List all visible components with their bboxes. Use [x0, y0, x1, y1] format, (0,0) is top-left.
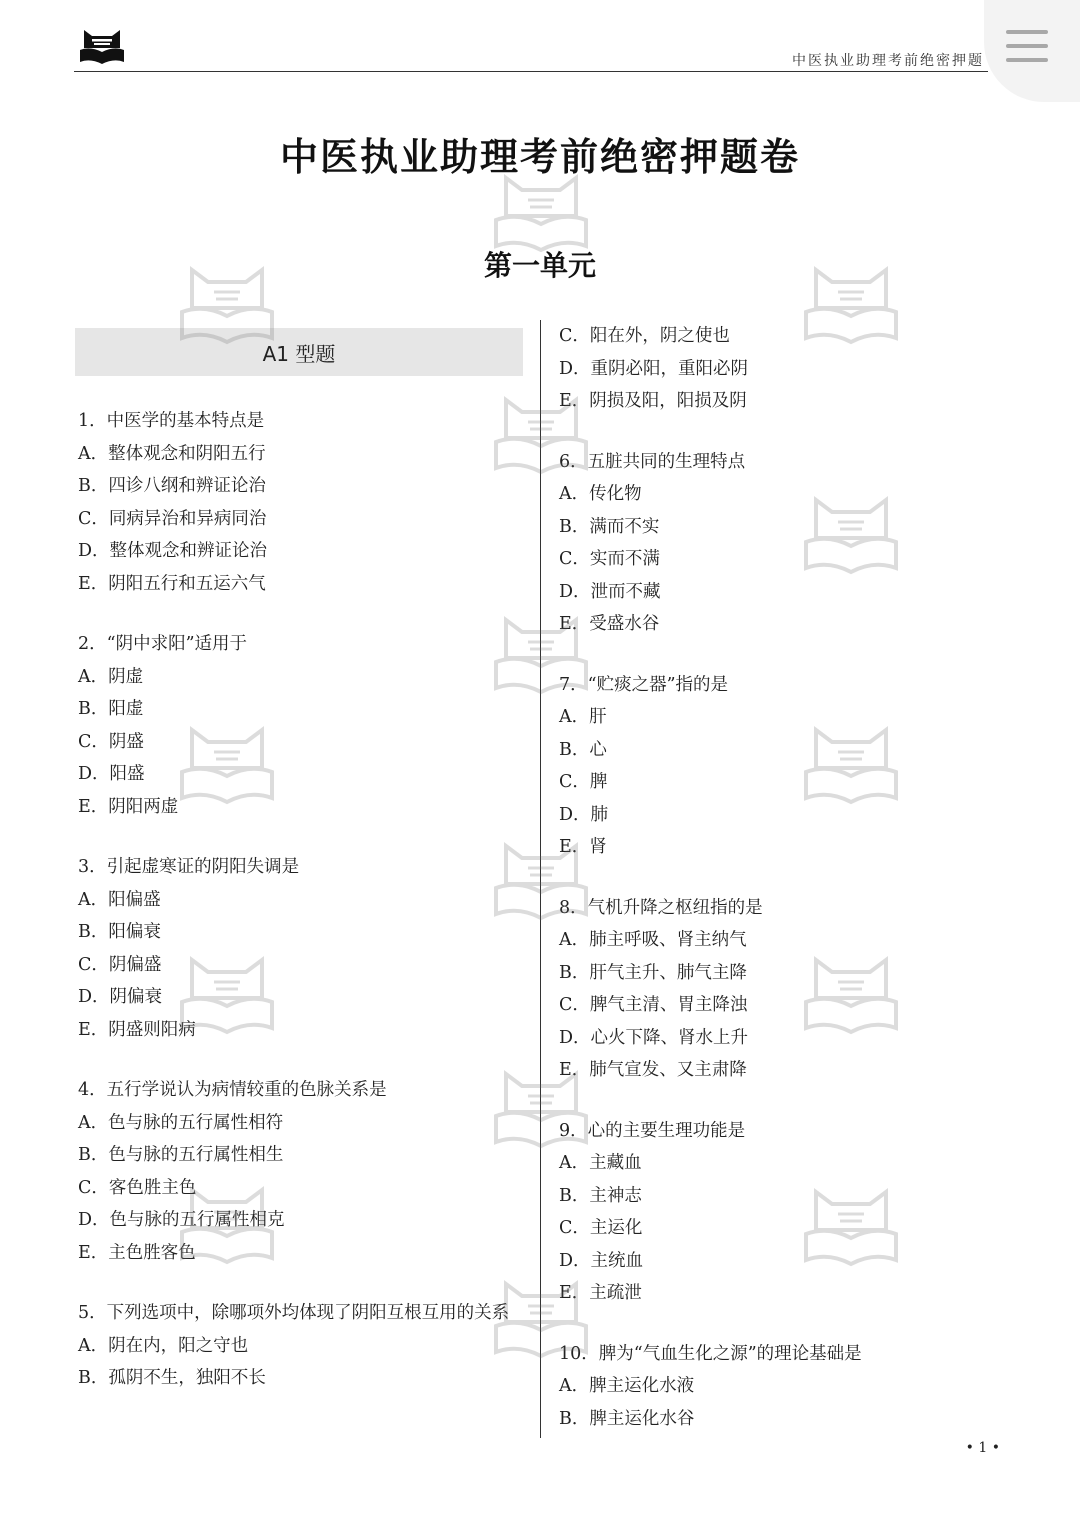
- option-e: E．主疏泄: [559, 1283, 642, 1303]
- option-e: E．肾: [559, 837, 607, 857]
- option-e: E．阴阳两虚: [78, 796, 179, 817]
- option-b: B．脾主运化水谷: [559, 1408, 695, 1429]
- question-7: [559, 669, 999, 864]
- document-title: 中医执业助理考前绝密押题卷: [279, 134, 800, 179]
- option-a: A．整体观念和阴阳五行: [78, 443, 266, 464]
- option-e: E．阴阳五行和五运六气: [78, 573, 266, 594]
- tiger-book-logo-icon: [78, 26, 126, 66]
- option-a: A．主藏血: [559, 1153, 642, 1173]
- column-divider: [540, 320, 541, 1438]
- option-d: D．泄而不藏: [559, 581, 661, 602]
- option-b: B．满而不实: [559, 516, 660, 537]
- option-b: B．孤阴不生，独阳不长: [78, 1368, 266, 1388]
- header-title: 中医执业助理考前绝密押题: [792, 53, 984, 69]
- option-b: B．阳虚: [78, 699, 144, 719]
- left-column: [78, 405, 533, 1395]
- option-e: E．阴盛则阳病: [78, 1019, 196, 1040]
- option-d: D．重阴必阳，重阳必阴: [559, 358, 749, 379]
- option-d: D．肺: [559, 804, 609, 825]
- option-c: C．阴偏盛: [78, 954, 162, 975]
- option-b: B．四诊八纲和辨证论治: [78, 476, 266, 496]
- section-label: A1 型题: [75, 328, 523, 376]
- question-stem: 7．“贮痰之器”指的是: [559, 674, 729, 695]
- watermark-logo-icon: [492, 170, 590, 254]
- option-c: C．主运化: [559, 1218, 643, 1238]
- option-a: A．脾主运化水液: [559, 1376, 695, 1396]
- option-d: D．阴偏衰: [78, 987, 163, 1007]
- option-b: B．肝气主升、肺气主降: [559, 962, 747, 983]
- option-d: D．心火下降、肾水上升: [559, 1027, 749, 1048]
- question-stem: 4．五行学说认为病情较重的色脉关系是: [78, 1080, 387, 1100]
- right-column: [559, 320, 999, 1435]
- option-c: C．实而不满: [559, 549, 660, 569]
- option-c: C．脾气主清、胃主降浊: [559, 995, 748, 1015]
- option-a: A．阴虚: [78, 666, 144, 687]
- question-1: [78, 405, 533, 600]
- question-6: [559, 446, 999, 641]
- option-b: B．心: [559, 739, 607, 760]
- option-b: B．阳偏衰: [78, 922, 161, 942]
- option-d: D．色与脉的五行属性相克: [78, 1210, 285, 1230]
- question-stem: 10．脾为“气血生化之源”的理论基础是: [559, 1343, 862, 1364]
- option-e: E．主色胜客色: [78, 1242, 196, 1263]
- question-stem: 3．引起虚寒证的阴阳失调是: [78, 857, 300, 877]
- option-c: C．同病异治和异病同治: [78, 508, 267, 529]
- question-stem: 1．中医学的基本特点是: [78, 411, 265, 431]
- question-stem: 8．气机升降之枢纽指的是: [559, 897, 763, 918]
- option-c: C．阴盛: [78, 731, 144, 752]
- option-d: D．阳盛: [78, 764, 145, 784]
- question-9: [559, 1115, 999, 1310]
- page-number: • 1 •: [965, 1440, 1000, 1456]
- option-a: A．传化物: [559, 484, 642, 504]
- option-c: C．脾: [559, 772, 608, 792]
- question-stem: 2．“阴中求阳”适用于: [78, 634, 248, 654]
- question-stem: 6．五脏共同的生理特点: [559, 451, 746, 472]
- question-10: [559, 1338, 999, 1436]
- option-e: E．受盛水谷: [559, 614, 660, 634]
- option-c: C．阳在外，阴之使也: [559, 326, 730, 346]
- question-5-continued: [559, 320, 999, 418]
- option-e: E．阴损及阳，阳损及阴: [559, 391, 747, 411]
- question-4: [78, 1074, 533, 1269]
- option-d: D．整体观念和辨证论治: [78, 541, 268, 561]
- option-a: A．阴在内，阳之守也: [78, 1335, 249, 1356]
- option-d: D．主统血: [559, 1250, 644, 1271]
- option-a: A．阳偏盛: [78, 889, 161, 910]
- question-5: [78, 1297, 533, 1395]
- option-a: A．肺主呼吸、肾主纳气: [559, 930, 747, 950]
- option-b: B．主神志: [559, 1185, 642, 1206]
- header-divider: [74, 71, 988, 72]
- option-a: A．色与脉的五行属性相符: [78, 1112, 284, 1133]
- option-a: A．肝: [559, 707, 607, 727]
- question-3: [78, 851, 533, 1046]
- question-8: [559, 892, 999, 1087]
- question-stem: 5．下列选项中，除哪项外均体现了阴阳互根互用的关系: [78, 1303, 510, 1323]
- question-2: [78, 628, 533, 823]
- option-b: B．色与脉的五行属性相生: [78, 1145, 284, 1165]
- hamburger-menu-icon[interactable]: [984, 0, 1080, 102]
- question-stem: 9．心的主要生理功能是: [559, 1120, 746, 1141]
- unit-title: 第一单元: [483, 249, 596, 282]
- option-c: C．客色胜主色: [78, 1177, 197, 1198]
- option-e: E．肺气宣发、又主肃降: [559, 1060, 747, 1080]
